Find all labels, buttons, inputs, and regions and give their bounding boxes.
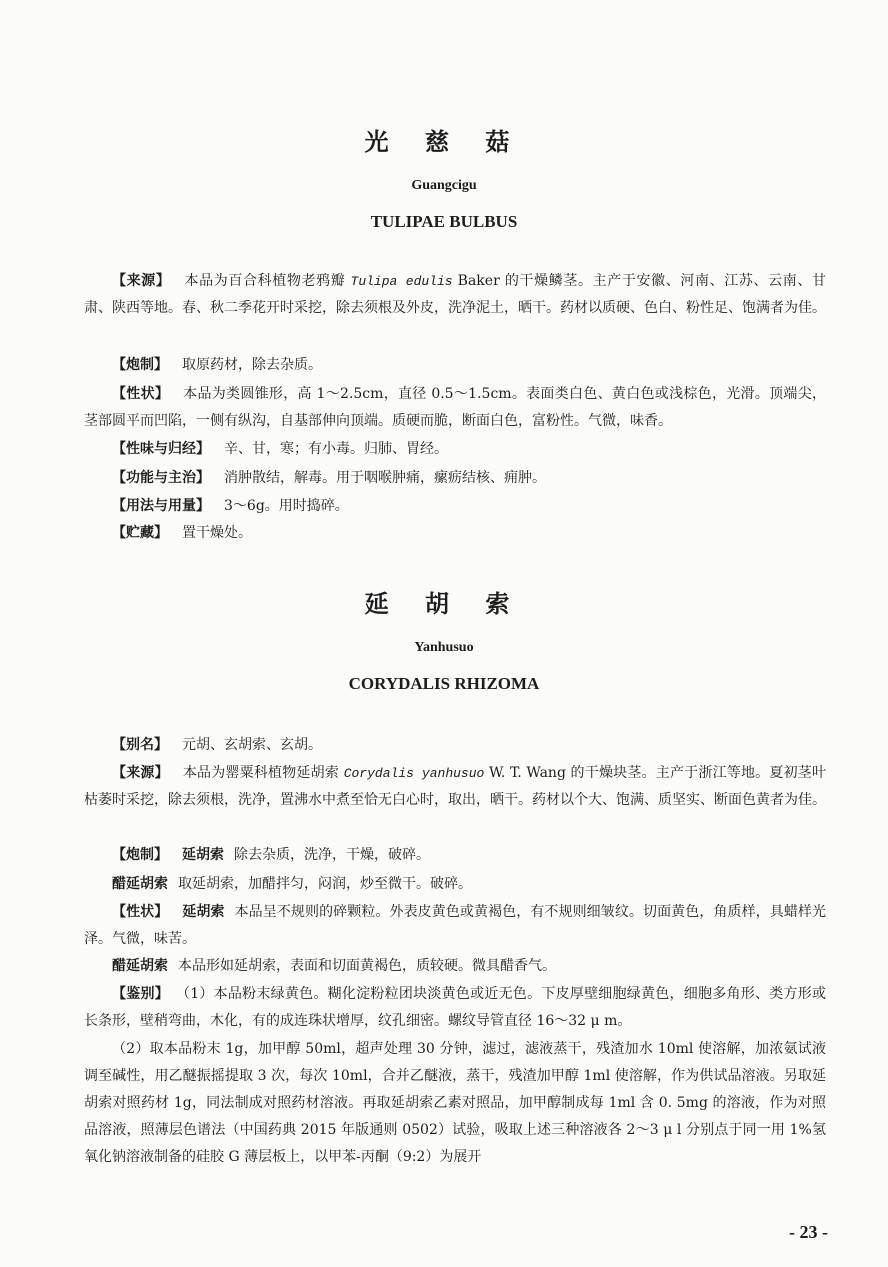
- processing-text: 除去杂质，洗净，干燥，破碎。: [234, 847, 430, 863]
- character-text: 本品呈不规则的碎颗粒。外表皮黄色或黄褐色，有不规则细皱纹。切面黄色，角质样，具蜡样光泽。气微，味苦。: [84, 904, 827, 947]
- usage-paragraph: [84, 493, 826, 520]
- source-text: Baker 的干燥鳞茎。主产于安徽、河南、江苏、云南、甘肃、陕西等地。春、秋二季花开时采挖，除去须根及外皮，洗净泥土，晒干。药材以质硬、色白、粉性足、饱满者为佳。: [84, 273, 827, 316]
- function-paragraph: [84, 465, 826, 492]
- entry-latin-name: CORYDALIS RHIZOMA: [348, 674, 540, 693]
- section-heading: 【功能与主治】: [112, 470, 210, 486]
- processing-text: 取原药材，除去杂质。: [182, 357, 322, 373]
- section-heading: 【别名】: [112, 737, 168, 753]
- nature-paragraph: [84, 436, 826, 463]
- source-text: 本品为罂粟科植物延胡索: [182, 765, 340, 781]
- entry-title: 延 胡 索: [364, 590, 524, 618]
- entry-latin-name: TULIPAE BULBUS: [370, 212, 518, 231]
- section-heading: 【炮制】: [112, 357, 168, 373]
- character-text: 本品为类圆锥形，高 1～2.5cm，直径 0.5～1.5cm。表面类白色、黄白色或浅棕色，光滑。顶端尖，茎部圆平而凹陷，一侧有纵沟，自基部伸向顶端。质硬而脆，断面白色，富粉性。气微，味香。: [84, 386, 826, 429]
- identification-paragraph: [84, 981, 826, 1035]
- entry-pinyin: Yanhusuo: [414, 640, 474, 655]
- section-heading: 【用法与用量】: [112, 498, 210, 514]
- subheading: 延胡索: [182, 847, 224, 863]
- section-heading: 【性状】: [112, 386, 170, 402]
- section-heading: 【性状】: [112, 904, 169, 920]
- section-heading: 【鉴别】: [112, 986, 169, 1002]
- alias-text: 元胡、玄胡索、玄胡。: [182, 737, 322, 753]
- species-name: Corydalis yanhusuo: [343, 766, 485, 781]
- character-paragraph: [84, 953, 826, 980]
- source-text: 本品为百合科植物老鸦瓣: [184, 273, 346, 289]
- subheading: 醋延胡索: [112, 958, 168, 974]
- nature-text: 辛、甘，寒；有小毒。归肺、胃经。: [224, 441, 448, 457]
- subheading: 醋延胡索: [112, 876, 168, 892]
- section-heading: 【性味与归经】: [112, 441, 210, 457]
- source-text: W. T. Wang 的干燥块茎。主产于浙江等地。夏初茎叶枯萎时采挖，除去须根，洗净，置沸水中煮至恰无白心时，取出，晒干。药材以个大、饱满、质坚实、断面色黄者为佳。: [84, 765, 826, 808]
- storage-text: 置干燥处。: [182, 525, 252, 541]
- page-number: - 23 -: [789, 1222, 828, 1242]
- usage-text: 3～6g。用时捣碎。: [224, 498, 349, 514]
- alias-paragraph: [84, 732, 826, 759]
- character-paragraph: [84, 381, 826, 435]
- processing-paragraph: [84, 352, 826, 379]
- storage-paragraph: [84, 520, 826, 547]
- source-paragraph: [84, 268, 826, 322]
- processing-paragraph: [84, 842, 826, 869]
- identification-text: （2）取本品粉末 1g，加甲醇 50ml，超声处理 30 分钟，滤过，滤液蒸干，残渣加水 10ml 使溶解，加浓氨试液调至碱性，用乙醚振摇提取 3 次，每次 10ml，合并乙醚液，蒸干，残渣加甲醇 1ml 使溶解，作为供试品溶液。另取延胡索对照药材 1g，同法制成对照药材溶液。再取延胡索乙素对照品，加甲醇制成每 1ml 含 0. 5mg 的溶液，作为对照品溶液，照薄层色谱法（中国药典 2015 年版通则 0502）试验，吸取上述三种溶液各 2～3 μ l 分别点于同一用 1%氢氧化钠溶液制备的硅胶 G 薄层板上，以甲苯-丙酮（9:2）为展开: [84, 1041, 826, 1165]
- entry-title: 光 慈 菇: [364, 128, 524, 156]
- section-heading: 【来源】: [112, 273, 171, 289]
- subheading: 延胡索: [182, 904, 225, 920]
- character-paragraph: [84, 899, 826, 953]
- character-text: 本品形如延胡索，表面和切面黄褐色，质较硬。微具醋香气。: [178, 958, 556, 974]
- section-heading: 【贮藏】: [112, 525, 168, 541]
- section-heading: 【炮制】: [112, 847, 168, 863]
- processing-text: 取延胡索，加醋拌匀，闷润，炒至微干。破碎。: [178, 876, 472, 892]
- source-paragraph: [84, 760, 826, 814]
- entry-pinyin: Guangcigu: [411, 178, 477, 193]
- function-text: 消肿散结，解毒。用于咽喉肿痛，瘰疬结核、痈肿。: [224, 470, 546, 486]
- processing-paragraph: [84, 871, 826, 898]
- species-name: Tulipa edulis: [350, 274, 453, 289]
- section-heading: 【来源】: [112, 765, 169, 781]
- identification-text: （1）本品粉末绿黄色。糊化淀粉粒团块淡黄色或近无色。下皮厚壁细胞绿黄色，细胞多角形、类方形或长条形，壁稍弯曲，木化，有的成连珠状增厚，纹孔细密。螺纹导管直径 16～32 μ m。: [84, 986, 827, 1029]
- identification-paragraph: [84, 1036, 826, 1171]
